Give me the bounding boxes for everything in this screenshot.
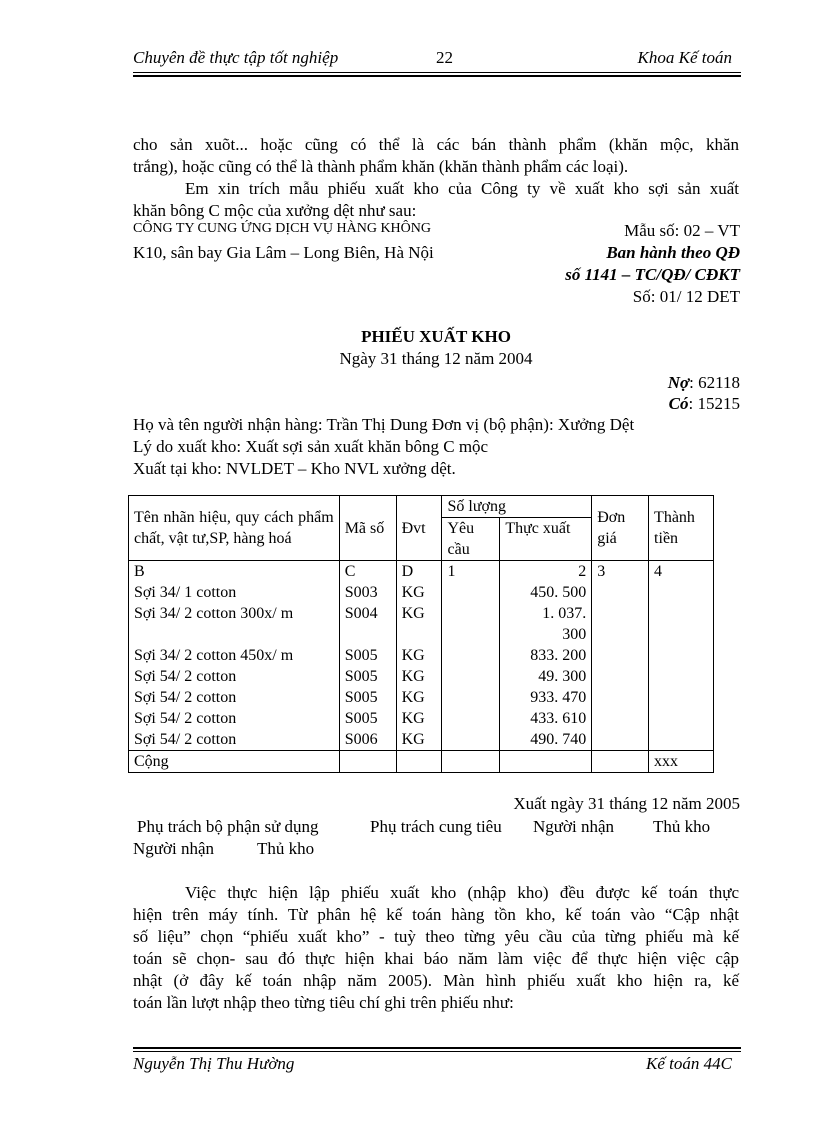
item-unit: KG (396, 645, 442, 666)
item-name: Sợi 54/ 2 cotton (129, 729, 340, 751)
item-actual: 1. 037. 300 (500, 603, 592, 645)
form-code: Mẫu số: 02 – VT (624, 221, 740, 240)
item-name: Sợi 34/ 2 cotton 450x/ m (129, 645, 340, 666)
col-header-price: Đơn giá (592, 496, 649, 561)
company-name: CÔNG TY CUNG ỨNG DỊCH VỤ HÀNG KHÔNG (133, 221, 431, 236)
intro-line-1: cho sản xuõt... hoặc cũng có thể là các bán thành phẩm (khăn mộc, khăn (133, 135, 739, 154)
item-code: S005 (339, 687, 396, 708)
item-unit: KG (396, 603, 442, 645)
index-cell: B (129, 561, 340, 583)
item-unit: KG (396, 687, 442, 708)
body-line-1: Việc thực hiện lập phiếu xuất kho (nhập kho) đều được kế toán thực (185, 883, 739, 902)
intro-line-4: khăn bông C mộc của xưởng dệt như sau: (133, 201, 417, 220)
table-row (129, 687, 714, 708)
col-header-unit: Đvt (396, 496, 442, 561)
form-decision: số 1141 – TC/QĐ/ CĐKT (565, 265, 740, 284)
total-row (129, 751, 714, 773)
signature-keeper-2: Thủ kho (257, 839, 315, 858)
footer-rule-thick (133, 1047, 741, 1049)
item-code: S003 (339, 582, 396, 603)
item-actual: 490. 740 (500, 729, 592, 751)
header-department: Khoa Kế toán (637, 48, 732, 67)
footer-author: Nguyễn Thị Thu Hường (133, 1054, 295, 1073)
credit-account (669, 393, 740, 415)
item-name: Sợi 54/ 2 cotton (129, 666, 340, 687)
item-unit: KG (396, 729, 442, 751)
item-actual: 833. 200 (500, 645, 592, 666)
total-label: Cộng (129, 751, 340, 773)
company-address: K10, sân bay Gia Lâm – Long Biên, Hà Nội (133, 243, 434, 262)
index-cell: 1 (442, 561, 500, 583)
col-header-actual: Thực xuất (500, 518, 592, 561)
table-row (129, 666, 714, 687)
signature-dept: Phụ trách bộ phận sử dụng (137, 817, 319, 836)
signature-supply: Phụ trách cung tiêu (370, 817, 502, 836)
item-code: S005 (339, 645, 396, 666)
header-title: Chuyên đề thực tập tốt nghiệp (133, 48, 339, 67)
item-actual: 433. 610 (500, 708, 592, 729)
table-row (129, 582, 714, 603)
table-row (129, 603, 714, 645)
body-line-5: nhật (ở đây kế toán nhập năm 2005). Màn hình phiếu xuất kho hiện ra, kế (133, 971, 739, 990)
debit-label: Nợ (667, 373, 690, 392)
intro-line-3: Em xin trích mẫu phiếu xuất kho của Công ty về xuất kho sợi sản xuất (185, 179, 739, 198)
footer-rule (133, 1051, 741, 1052)
col-header-name: Tên nhãn hiệu, quy cách phẩm chất, vật tư,SP, hàng hoá (129, 496, 340, 561)
col-header-code: Mã số (339, 496, 396, 561)
signature-receiver-2: Người nhận (133, 839, 214, 858)
total-amount: xxx (649, 751, 714, 773)
index-cell: C (339, 561, 396, 583)
item-actual: 450. 500 (500, 582, 592, 603)
signature-keeper: Thủ kho (653, 817, 711, 836)
slip-title: PHIẾU XUẤT KHO (361, 327, 511, 346)
credit-value: : 15215 (688, 394, 740, 413)
item-name: Sợi 34/ 1 cotton (129, 582, 340, 603)
body-line-4: toán sẽ chọn- sau đó thực hiện khai báo năm làm việc để thực hiện việc cập (133, 949, 739, 968)
form-issued: Ban hành theo QĐ (606, 243, 740, 262)
item-unit: KG (396, 582, 442, 603)
item-name: Sợi 54/ 2 cotton (129, 708, 340, 729)
table-row (129, 729, 714, 751)
col-header-quantity: Số lượng (442, 496, 592, 518)
item-code: S006 (339, 729, 396, 751)
item-name: Sợi 54/ 2 cotton (129, 687, 340, 708)
page-number: 22 (436, 48, 453, 67)
item-name: Sợi 34/ 2 cotton 300x/ m (129, 603, 340, 645)
receiver-line: Họ và tên người nhận hàng: Trần Thị Dung Đơn vị (bộ phận): Xưởng Dệt (133, 415, 635, 434)
item-actual: 933. 470 (500, 687, 592, 708)
col-header-requested: Yêu cầu (442, 518, 500, 561)
item-code: S004 (339, 603, 396, 645)
intro-line-2: trắng), hoặc cũng có thể là thành phẩm khăn (khăn thành phẩm các loại). (133, 157, 629, 176)
debit-account (668, 372, 740, 394)
item-actual: 49. 300 (500, 666, 592, 687)
form-number: Số: 01/ 12 DET (632, 287, 740, 306)
table-row (129, 645, 714, 666)
issue-slip-table (128, 495, 714, 773)
warehouse-line: Xuất tại kho: NVLDET – Kho NVL xưởng dệt. (133, 459, 456, 478)
index-cell: 3 (592, 561, 649, 583)
reason-line: Lý do xuất kho: Xuất sợi sản xuất khăn bông C mộc (133, 437, 489, 456)
index-cell: 4 (649, 561, 714, 583)
header-rule-thick (133, 75, 741, 77)
item-unit: KG (396, 666, 442, 687)
index-row (129, 561, 714, 583)
header-rule (133, 72, 741, 73)
item-unit: KG (396, 708, 442, 729)
credit-label: Có (668, 394, 689, 413)
body-line-2: hiện trên máy tính. Từ phân hệ kế toán hàng tồn kho, kế toán vào “Cập nhật (133, 905, 739, 924)
body-line-6: toán lần lượt nhập theo từng tiêu chí ghi trên phiếu như: (133, 993, 514, 1012)
index-cell: D (396, 561, 442, 583)
table-row (129, 708, 714, 729)
index-cell: 2 (500, 561, 592, 583)
slip-date: Ngày 31 tháng 12 năm 2004 (339, 349, 533, 368)
col-header-amount: Thành tiền (649, 496, 714, 561)
issue-date: Xuất ngày 31 tháng 12 năm 2005 (513, 794, 740, 813)
item-code: S005 (339, 708, 396, 729)
debit-value: : 62118 (689, 373, 740, 392)
item-code: S005 (339, 666, 396, 687)
signature-receiver: Người nhận (533, 817, 614, 836)
body-line-3: số liệu” chọn “phiếu xuất kho” - tuỳ theo từng yêu cầu của từng phiếu mà kế (133, 927, 739, 946)
footer-class: Kế toán 44C (646, 1054, 732, 1073)
